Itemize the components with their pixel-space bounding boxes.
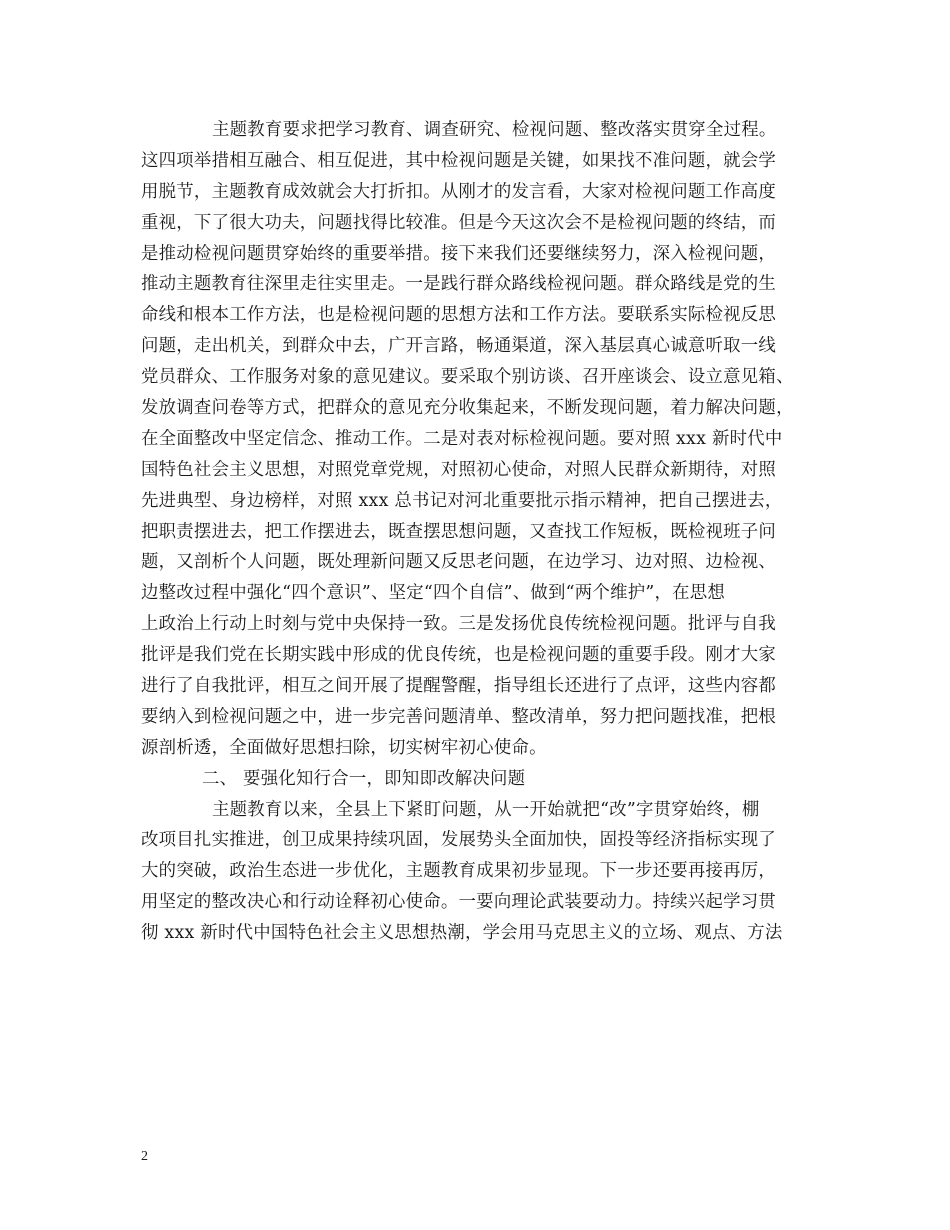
section-heading: 二、 要强化知行合一，即知即改解决问题 — [202, 768, 526, 789]
paragraph-line: 问题，走出机关，到群众中去，广开言路，畅通渠道，深入基层真心诚意听取一线 — [141, 336, 777, 357]
page-number: 2 — [141, 1149, 148, 1164]
paragraph-line: 用坚定的整改决心和行动诠释初心使命。一要向理论武装要动力。持续兴起学习贯 — [141, 892, 777, 913]
document-body — [141, 115, 831, 949]
paragraph-line: 发放调查问卷等方式，把群众的意见充分收集起来，不断发现问题，着力解决问题， — [141, 398, 794, 419]
paragraph-line: 主题教育以来，全县上下紧盯问题，从一开始就把“改”字贯穿始终，棚 — [212, 799, 760, 820]
paragraph-line: 改项目扎实推进，创卫成果持续巩固，发展势头全面加快，固投等经济指标实现了 — [141, 830, 777, 851]
paragraph-line: 把职责摆进去，把工作摆进去，既查摆思想问题，又查找工作短板，既检视班子问 — [141, 521, 777, 542]
paragraph-line: 重视，下了很大功夫，问题找得比较准。但是今天这次会不是检视问题的终结，而 — [141, 212, 777, 233]
paragraph-line: 推动主题教育往深里走往实里走。一是践行群众路线检视问题。群众路线是党的生 — [141, 274, 777, 295]
paragraph-line: 源剖析透，全面做好思想扫除，切实树牢初心使命。 — [141, 737, 547, 758]
paragraph-line: 主题教育要求把学习教育、调查研究、检视问题、整改落实贯穿全过程。 — [212, 120, 777, 140]
paragraph-line: 边整改过程中强化“四个意识”、坚定“四个自信”、做到“两个维护”，在思想 — [141, 583, 726, 604]
paragraph-line: 在全面整改中坚定信念、推动工作。二是对表对标检视问题。要对照 xxx 新时代中 — [141, 428, 783, 449]
paragraph-line: 彻 xxx 新时代中国特色社会主义思想热潮，学会用马克思主义的立场、观点、方法 — [141, 923, 783, 944]
paragraph-line: 大的突破，政治生态进一步优化，主题教育成果初步显现。下一步还要再接再厉， — [141, 861, 777, 882]
paragraph-line: 这四项举措相互融合、相互促进，其中检视问题是关键，如果找不准问题，就会学 — [141, 150, 777, 171]
paragraph-line: 用脱节，主题教育成效就会大打折扣。从刚才的发言看，大家对检视问题工作高度 — [141, 181, 777, 202]
paragraph-line: 党员群众、工作服务对象的意见建议。要采取个别访谈、召开座谈会、设立意见箱、 — [141, 367, 794, 388]
paragraph-line: 要纳入到检视问题之中，进一步完善问题清单、整改清单，努力把问题找准，把根 — [141, 706, 777, 727]
paragraph-line: 是推动检视问题贯穿始终的重要举措。接下来我们还要继续努力，深入检视问题， — [141, 243, 777, 264]
paragraph-line: 批评是我们党在长期实践中形成的优良传统，也是检视问题的重要手段。刚才大家 — [141, 645, 777, 666]
paragraph-line: 命线和根本工作方法，也是检视问题的思想方法和工作方法。要联系实际检视反思 — [141, 305, 777, 326]
paragraph-line: 上政治上行动上时刻与党中央保持一致。三是发扬优良传统检视问题。批评与自我 — [141, 614, 777, 635]
paragraph-line: 国特色社会主义思想，对照党章党规，对照初心使命，对照人民群众新期待，对照 — [141, 459, 777, 480]
paragraph-line: 题，又剖析个人问题，既处理新问题又反思老问题，在边学习、边对照、边检视、 — [141, 552, 777, 573]
paragraph-line: 进行了自我批评，相互之间开展了提醒警醒，指导组长还进行了点评，这些内容都 — [141, 676, 777, 697]
paragraph-line: 先进典型、身边榜样，对照 xxx 总书记对河北重要批示指示精神，把自己摆进去， — [141, 490, 783, 511]
